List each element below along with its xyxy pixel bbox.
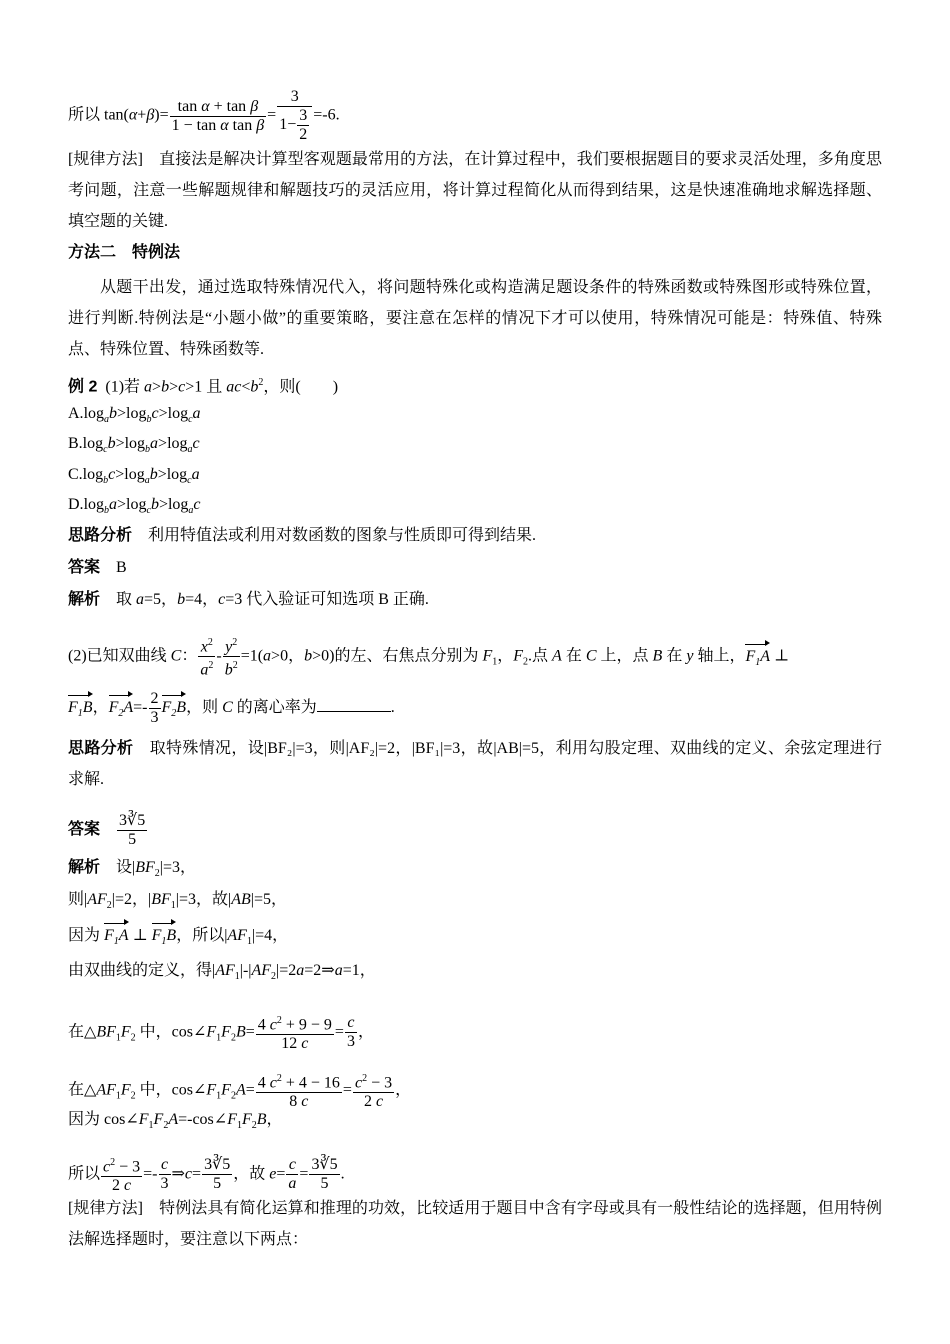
solution-2-l5: 在$\triangle BF_1F_2$ 中，$\cos\angle F_1F_2B=$ $\frac{4 c^2 + 9 - 9}{12 c}$ = $\frac{c}{3}$ ， <box>68 1012 374 1053</box>
option-c: $C.\log_bc>\log_ab>\log_ca$ <box>68 466 200 487</box>
solution-2-l6: 在$\triangle AF_1F_2$ 中，$\cos\angle F_1F_2A=$ $\frac{4 c^2 + 4 - 16}{8 c}$ = $\frac{c^2 - 3}{2 c}$ ， <box>68 1070 411 1111</box>
solution-2-l2: 则$|AF_2|=2$，$|BF_1|=3$，故|AB|=5， <box>68 891 287 912</box>
rule-method-2: [规律方法] 特例法具有简化运算和推理的功效，比较适用于题目中含有字母或具有一般性结论的选择题，但用特例法解选择题时，要注意以下两点： <box>68 1200 882 1248</box>
option-a: $A.\log_ab>\log_bc>\log_ca$ <box>68 405 201 426</box>
example-2-q1: 例 2 (1)若 a>b>c>1 且 $ac<b^2$，则( ) <box>68 377 339 396</box>
answer-2: 答案 $\frac{3∛5}{5}$ <box>68 812 146 848</box>
solution-2-l8: 所以 $\frac{c^2 - 3}{2 c}$ =- $\frac{c}{3}$ ⇒c= $\frac{3∛5}{5}$ ，故 e= $\frac{c}{a}$ = $\frac{3∛5}{5}$ . <box>68 1154 345 1195</box>
section-heading: 方法二 特例法 <box>68 244 181 261</box>
rule-method-1: [规律方法] 直接法是解决计算型客观题最常用的方法，在计算过程中，我们要根据题目的要求灵活处理，多角度思考问题，注意一些解题规律和解题技巧的灵活应用，将计算过程简化从而得到结果，这是快速准确地求解选择题、填空题的关键. <box>68 151 882 230</box>
tan-result: =-6. <box>313 106 340 124</box>
solution-2-l1: 解析 设$|BF_2|=3$， <box>68 859 197 880</box>
value-fraction: 3 1− $\frac{3}{2}$ <box>277 88 312 144</box>
example-label: 例 2 <box>68 378 98 396</box>
answer-1: 答案 B <box>68 559 127 576</box>
tan-formula-line: 所以 tan(α+β)= $\frac{\text{tan α + tan β}}{\text{1 − tan α tan β}}$ = 3 1− $\frac{3}{2}$ =-6. <box>68 88 340 143</box>
question-2-line1: (2)已知双曲线 C： $\frac{x^2}{a^2}$ - $\frac{y^2}{b^2}$ =1(a>0，b>0)的左、右焦点分别为 $F_1$，$F_2$.点 A 在 C 上，点 B 在 y 轴上，$F_1A$ ⊥ <box>68 634 789 680</box>
answer-blank <box>317 697 391 712</box>
analysis-1: 思路分析 利用特值法或利用对数函数的图象与性质即可得到结果. <box>68 527 537 544</box>
intro-paragraph: 从题干出发，通过选取特殊情况代入，将问题特殊化或构造满足题设条件的特殊函数或特殊图形或特殊位置，进行判断.特例法是“小题小做”的重要策略，要注意在怎样的情况下才可以使用，特殊情况可能是：特殊值、特殊点、特殊位置、特殊函数等. <box>68 279 882 358</box>
rule-label: [规律方法] <box>68 151 143 168</box>
solution-2-l3: 因为 $F_1A$ ⊥ $F_1B$，所以$|AF_1|=4$， <box>68 926 288 952</box>
question-2-line2: $F_1B$，$F_2A=-$ $\frac{2}{3}$ $F_2B$，则 C 的离心率为 . <box>68 690 395 726</box>
solution-2-l7: 因为 $\cos\angle F_1F_2A=-\cos\angle F_1F_2B$， <box>68 1111 283 1132</box>
option-d: $D.\log_ba>\log_cb>\log_ac$ <box>68 496 201 517</box>
option-b: $B.\log_cb>\log_ba>\log_ac$ <box>68 435 200 456</box>
tan-sum-fraction: $\frac{\text{tan α + tan β}}{\text{1 − tan α tan β}}$ <box>171 97 265 134</box>
solution-1: 解析 取 a=5，b=4，c=3 代入验证可知选项 B 正确. <box>68 591 429 608</box>
analysis-2: 思路分析 取特殊情况，设|BF₂|=3，则|AF₂|=2，|BF₁|=3，故|AB|=5，利用勾股定理、双曲线的定义、余弦定理进行求解. <box>68 740 882 788</box>
solution-2-l4: 由双曲线的定义，得$|AF_1|-|AF_2|=2a=2\Rightarrow a=1$， <box>68 962 376 983</box>
